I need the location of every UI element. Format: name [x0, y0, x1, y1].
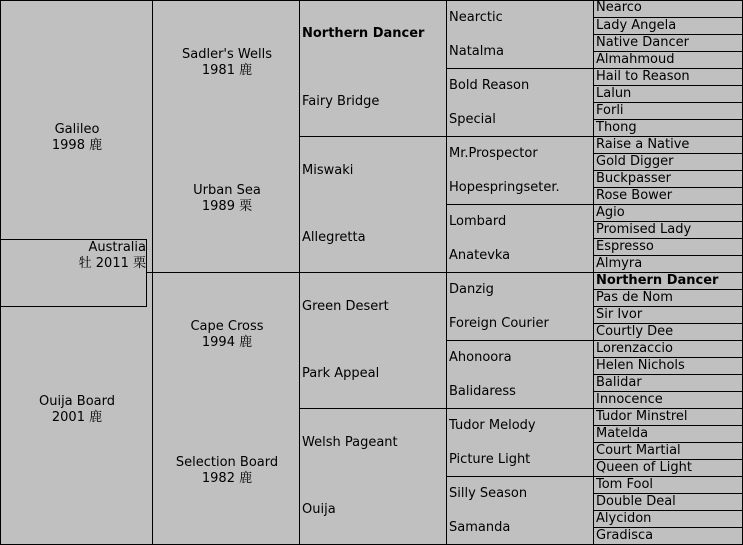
gen5-cell: [594, 374, 743, 392]
gen5-cell: [594, 170, 743, 188]
gen4-cell: [447, 170, 594, 205]
gen4-name: Hopespringseter.: [449, 179, 560, 195]
gen4-name: Bold Reason: [449, 78, 530, 93]
gen5-cell: [594, 119, 743, 137]
gen4-name: Samanda: [449, 519, 511, 535]
gen5-name: Almyra: [596, 256, 643, 271]
gen2-cell: [153, 272, 300, 409]
sire-cell: [0, 0, 153, 273]
gen4-cell: [447, 476, 594, 511]
gen4-cell: [447, 306, 594, 341]
gen3-name: Green Desert: [302, 299, 389, 314]
gen3-cell: [300, 204, 447, 273]
gen4-name: Danzig: [449, 282, 494, 297]
gen3-cell: [300, 136, 447, 205]
gen3-name: Fairy Bridge: [302, 94, 380, 109]
gen5-name: Espresso: [596, 239, 654, 254]
gen5-name: Tom Fool: [596, 477, 654, 492]
gen3-name: Miswaki: [302, 163, 354, 178]
gen5-name: Queen of Light: [596, 460, 692, 475]
gen4-cell: [447, 0, 594, 35]
gen5-name: Balidar: [596, 375, 642, 390]
gen2-name: Urban Sea: [193, 183, 261, 198]
gen4-cell: [447, 510, 594, 545]
subject-box: [0, 239, 147, 307]
gen3-name: Allegretta: [302, 230, 366, 245]
gen5-name: Rose Bower: [596, 188, 673, 203]
gen3-name: Park Appeal: [302, 366, 380, 381]
gen3-cell: [300, 68, 447, 137]
gen4-name: Nearctic: [449, 9, 503, 25]
gen5-name: Helen Nichols: [596, 358, 685, 373]
sire-info: 1998 鹿: [51, 137, 103, 153]
gen5-cell: [594, 221, 743, 239]
sire-name: Galileo: [54, 121, 100, 137]
gen4-name: Anatevka: [449, 247, 511, 263]
gen3-name: Welsh Pageant: [302, 435, 398, 450]
gen5-name: Buckpasser: [596, 171, 671, 186]
gen3-cell: [300, 272, 447, 341]
gen5-cell: [594, 68, 743, 86]
gen4-cell: [447, 408, 594, 443]
gen5-name: Courtly Dee: [596, 324, 674, 339]
gen5-cell: [594, 17, 743, 35]
gen4-name: Tudor Melody: [449, 418, 536, 433]
gen2-info: 1989 栗: [201, 199, 253, 214]
gen5-name: Hail to Reason: [596, 69, 690, 84]
gen4-cell: [447, 68, 594, 103]
gen5-cell: [594, 187, 743, 205]
gen4-name: Special: [449, 111, 496, 127]
gen5-cell: [594, 102, 743, 120]
gen5-name: Matelda: [596, 426, 649, 441]
gen4-name: Ahonoora: [449, 350, 512, 365]
gen3-cell: [300, 0, 447, 69]
gen2-name: Selection Board: [175, 455, 279, 470]
gen5-cell: [594, 527, 743, 545]
gen4-name: Foreign Courier: [449, 315, 549, 331]
gen5-cell: [594, 391, 743, 409]
gen5-cell: [594, 51, 743, 69]
gen5-cell: [594, 306, 743, 324]
gen5-name: Sir Ivor: [596, 307, 643, 322]
gen4-name: Silly Season: [449, 486, 528, 501]
gen5-cell: [594, 204, 743, 222]
gen2-cell: [153, 408, 300, 545]
gen5-cell: [594, 85, 743, 103]
gen4-cell: [447, 272, 594, 307]
gen4-name: Lombard: [449, 214, 507, 229]
gen5-name: Double Deal: [596, 494, 676, 509]
gen5-cell: [594, 340, 743, 358]
gen5-cell: [594, 0, 743, 18]
gen4-cell: [447, 442, 594, 477]
gen2-info: 1994 鹿: [201, 335, 253, 350]
gen5-name: Innocence: [596, 392, 663, 407]
gen5-cell: [594, 272, 743, 290]
gen5-name: Thong: [596, 120, 637, 135]
gen5-cell: [594, 425, 743, 443]
dam-info: 2001 鹿: [51, 410, 103, 425]
gen5-cell: [594, 238, 743, 256]
gen5-cell: [594, 136, 743, 154]
gen5-cell: [594, 255, 743, 273]
dam-cell: [0, 272, 153, 545]
gen5-cell: [594, 408, 743, 426]
gen5-cell: [594, 34, 743, 52]
gen5-name: Lalun: [596, 86, 632, 101]
gen5-cell: [594, 459, 743, 477]
gen4-cell: [447, 204, 594, 239]
gen2-cell: [153, 0, 300, 137]
gen4-name: Natalma: [449, 43, 504, 59]
gen5-name: Alycidon: [596, 511, 652, 526]
gen3-cell: [300, 340, 447, 409]
gen5-name: Tudor Minstrel: [596, 409, 688, 424]
dam-name: Ouija Board: [38, 394, 115, 409]
gen4-name: Balidaress: [449, 383, 516, 399]
gen3-cell: [300, 476, 447, 545]
subject-name: Australia: [88, 240, 146, 255]
gen5-cell: [594, 289, 743, 307]
gen5-cell: [594, 510, 743, 528]
gen5-name: Gradisca: [596, 528, 654, 543]
gen5-name: Court Martial: [596, 443, 681, 458]
gen5-name: Native Dancer: [596, 35, 689, 50]
gen4-cell: [447, 374, 594, 409]
gen5-cell: [594, 476, 743, 494]
gen5-cell: [594, 323, 743, 341]
gen3-cell: [300, 408, 447, 477]
gen4-cell: [447, 136, 594, 171]
gen2-name: Cape Cross: [190, 319, 264, 334]
gen4-name: Picture Light: [449, 451, 531, 467]
gen5-name: Nearco: [596, 0, 642, 15]
gen5-name: Gold Digger: [596, 154, 674, 169]
gen5-name: Promised Lady: [596, 222, 692, 237]
gen2-cell: [153, 136, 300, 273]
gen5-name: Raise a Native: [596, 137, 690, 152]
gen5-cell: [594, 442, 743, 460]
gen2-info: 1982 鹿: [201, 471, 253, 486]
gen5-name: Lorenzaccio: [596, 341, 673, 356]
gen3-name: Ouija: [302, 502, 336, 517]
gen5-name: Forli: [596, 103, 624, 118]
gen5-cell: [594, 493, 743, 511]
gen5-cell: [594, 153, 743, 171]
gen4-cell: [447, 102, 594, 137]
gen5-name: Pas de Nom: [596, 290, 673, 305]
gen2-name: Sadler's Wells: [182, 47, 272, 62]
gen4-cell: [447, 340, 594, 375]
gen2-info: 1981 鹿: [201, 63, 253, 78]
gen5-name: Lady Angela: [596, 18, 677, 33]
gen3-name: Northern Dancer: [302, 26, 425, 41]
gen5-name: Almahmoud: [596, 52, 675, 67]
gen5-cell: [594, 357, 743, 375]
gen4-cell: [447, 238, 594, 273]
gen5-name: Agio: [596, 205, 625, 220]
subject-info: 牡 2011 栗: [78, 256, 146, 271]
gen5-name: Northern Dancer: [596, 273, 719, 288]
gen4-cell: [447, 34, 594, 69]
gen4-name: Mr.Prospector: [449, 146, 538, 161]
